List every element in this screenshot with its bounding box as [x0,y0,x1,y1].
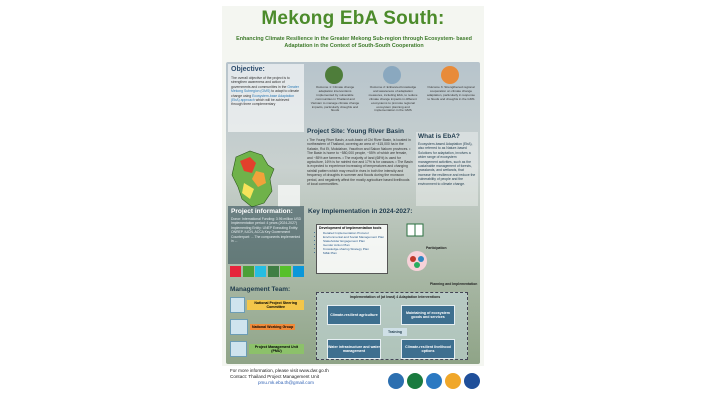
partner-logo-icon [388,373,404,389]
outcome-1 [308,64,362,126]
pmu-label: Project Management Unit (PMU) [249,344,304,355]
project-site-heading: Project Site: Young River Basin [307,128,404,135]
poster-title: Mekong EbA South: [261,8,445,29]
sdg-goal-icon [268,266,279,277]
sdg-goal-icon [230,266,241,277]
planning-label: Planning and Implementation [430,282,478,286]
outcome-1-text: Outcome 1: Climate change adaptation interventions implemented by vulnerable communities in Thailand and Vietnam to manage climate change impacts, particularly droughts and floods [310,85,360,113]
outcome-2-image-icon [383,66,401,84]
steering-committee-icon [230,297,245,313]
outcome-3-image-icon [441,66,459,84]
footer [222,366,484,396]
tool-item: • Gender Action Plan [323,243,387,247]
project-site-section [306,128,480,208]
management-heading: Management Team: [230,286,291,293]
tool-item: • M&E Plan [323,251,387,255]
partner-logo-icon [407,373,423,389]
book-icon [406,222,424,238]
partner-logo-icon [445,373,461,389]
implementation-tools-title: Development of implementation tools [319,226,382,230]
project-info-box [228,206,304,264]
objective-text-a: The overall objective of the project is to strengthen awareness and action of governments and communities in the [231,76,290,89]
tool-item: • Stakeholder Engagement Plan [323,239,387,243]
map-legend [278,185,300,207]
objective-text [231,76,301,107]
sdg-goal-icon [243,266,254,277]
management-row-pmu [230,340,304,358]
objective-heading: Objective: [231,66,265,73]
project-info-heading: Project information: [231,208,293,215]
sdg-goal-icon [280,266,291,277]
key-implementation-heading: Key Implementation in 2024-2027: [308,208,413,215]
footer-contact-text: Contact: Thailand Project Management Unit [230,374,320,379]
project-info-text: Donor: International Funding: 3.96 million USD Implementation period: 4 years (2024-2027) Implementing Entity: UNEP Executing Entity: ONREP, IUCN, ACCA Key Government Counterpart: ... The components implemented in ... [231,217,302,244]
outcome-3-text: Outcome 3: Strengthened regional cooperation on climate change adaptation, particularly in response to floods and droughts in the GMS [427,85,475,101]
pmu-icon [230,341,247,357]
what-is-eba-text: Ecosystem-based Adaptation (EbA), also referred to as Nature-based Solutions for adaptation, involves a wider range of ecosystem management activities, such as the sustainable management of forests, grasslands, and wetlands, that increase the resilience and reduce the vulnerability of people and the environment to climate change. [418,142,476,186]
intervention-ecosystem: Maintaining of ecosystem goods and services [401,305,455,325]
interventions-box [316,292,468,360]
management-row-working-group [230,318,304,336]
intervention-livelihood: Climate-resilient livelihood options [401,339,455,359]
tool-item: • Environmental and Social Management Plan [323,235,387,239]
outcome-2-text: Outcome 2: Enhanced knowledge and awareness of adaptation measures, including EbA, to reduce climate change impacts in different ecosystems to promote regional ecosystem planning and implementation in the GMS [368,85,418,113]
objective-highlight-gms: Greater Mekong Subregion (GMS) [231,84,299,94]
training-label: Training [383,328,407,336]
outcome-1-image-icon [325,66,343,84]
outcome-3 [424,64,478,126]
implementation-tools-box [316,224,388,274]
intervention-agriculture: Climate-resilient agriculture [327,305,381,325]
key-implementation-section [306,208,480,362]
outcomes-row [308,64,478,126]
footer-website-text: For more information, please visit www.dwr.go.th [230,368,329,373]
left-column [228,64,306,362]
working-group-label: National Working Group [252,324,294,329]
people-icon [406,250,428,272]
interventions-title: Implementation of (at least) 4 Adaptation Interventions [349,295,441,299]
sdg-goal-icon [293,266,304,277]
objective-text-c: which will be achieved through three complementary [231,98,290,107]
partner-logo-icon [464,373,480,389]
outcome-2 [366,64,420,126]
project-site-text: • The Young River Basin, a sub-basin of Chi River Basin, is located in northeastern of Thailand, covering an area of ~415,000 ha in the Kalasin, Roi Et, Mukdahan, Yasothon and Sakon Nakorn provinces. • The Basin is home to ~580,000 people, ~55% of which are female, and ~85% are farmers. • The majority of land (68%) is used for agriculture, 16% is for rainfed rice and 17% is for cassava. • The Basin is expected to experience increasing of temperatures and changing rainfall pattern which may result in rises in both the intensity and frequency of droughts in summer and floods during the monsoon period, and negatively affect the mostly agriculture based livelihoods of local communities. [307,138,413,187]
management-team [228,286,304,362]
objective-text-b: to adapt to climate change using [231,89,300,98]
steering-committee-label: National Project Steering Committee [247,300,304,311]
management-row-steering [230,296,304,314]
sdg-icons [230,266,306,286]
objective-highlight-eba: Ecosystem-base Adaptation (EbA) approach [231,93,295,103]
participation-label: Participation [426,246,447,250]
intervention-water: Water infrastructure and water management [327,339,381,359]
what-is-eba-box [416,132,478,206]
tool-item: • Knowledge-sharing Strategy Plan [323,247,387,251]
partner-logos [388,370,482,392]
what-is-eba-heading: What is EbA? [418,133,460,140]
poster-subtitle: Enhancing Climate Resilience in the Greater Mekong Sub-region through Ecosystem- based Adaptation in the Context of South-South Cooperation [236,36,472,49]
poster [222,6,484,396]
tool-item: • Detailed Implementation Protocol [323,231,387,235]
implementation-tools-list [317,231,387,255]
footer-email-link[interactable]: pmu.mk.eba.th@gmail.com [258,380,314,385]
sdg-goal-icon [255,266,266,277]
working-group-icon [230,319,248,335]
objective-box [228,64,304,132]
partner-logo-icon [426,373,442,389]
